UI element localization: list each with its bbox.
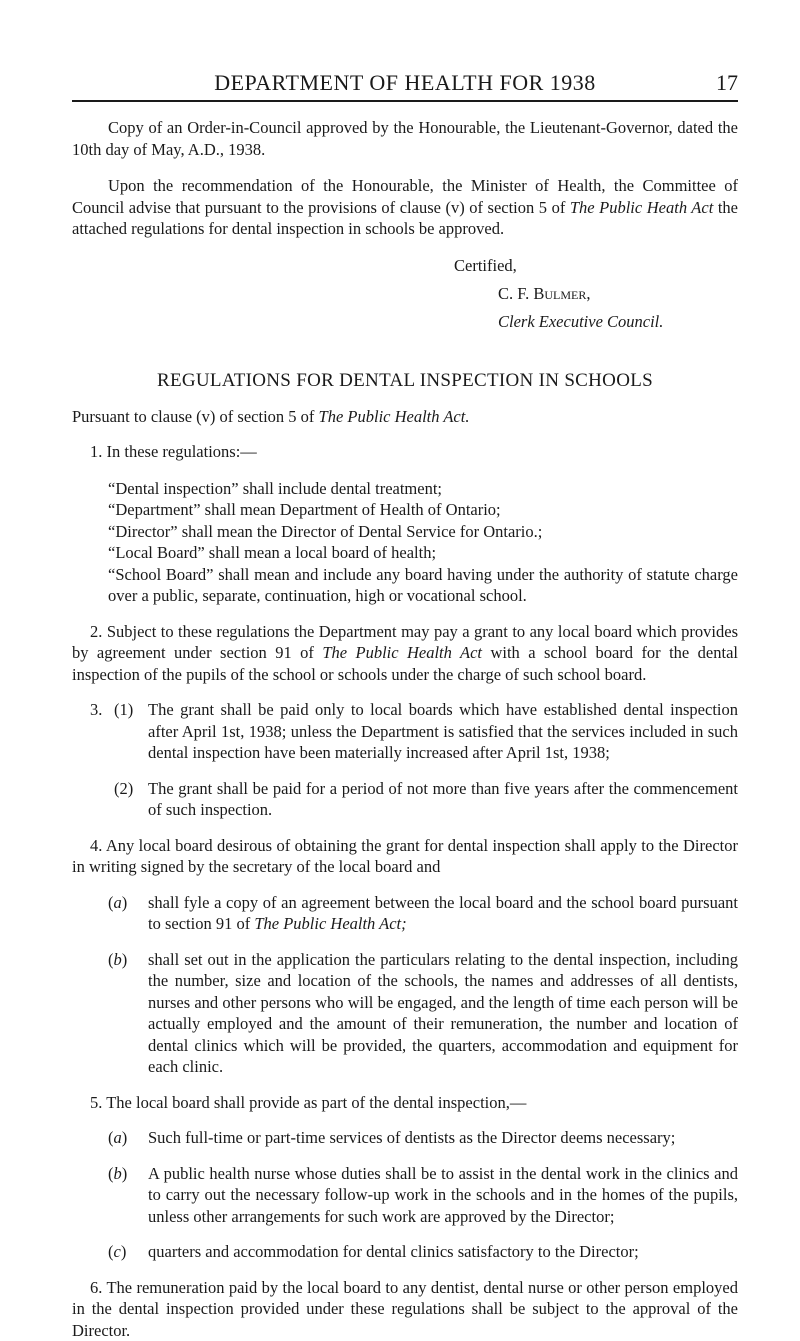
regulation-4-item-a: [72, 892, 738, 935]
item-text: quarters and accommodation for dental clinics satisfactory to the Director;: [148, 1241, 738, 1263]
item-letter: (a): [108, 1127, 127, 1149]
act-title: The Public Heath Act: [570, 198, 713, 217]
regulation-3-clause-1: [72, 699, 738, 764]
clause-text: The grant shall be paid only to local boards which have established dental inspection after April 1st, 1938; unless the Department is satisfied that the services included in such dental inspection have been materially increased after April 1st, 1938;: [148, 699, 738, 764]
clause-number: (2): [114, 778, 133, 800]
page-title: DEPARTMENT OF HEALTH FOR 1938: [72, 72, 738, 94]
clause-number: (1): [114, 699, 133, 721]
regulation-6: 6. The remuneration paid by the local board to any dentist, dental nurse or other person employed in the dental inspection provided under these regulations shall be subject to the approval of the Director.: [72, 1277, 738, 1341]
pursuant-text: Pursuant to clause (v) of section 5 of: [72, 407, 319, 426]
item-text: A public health nurse whose duties shall be to assist in the dental work in the clinics and to carry out the necessary follow-up work in the schools and in the homes of the pupils, unless other arrangements for such work are approved by the Director;: [148, 1163, 738, 1228]
signatory-surname: Bulmer,: [533, 284, 590, 303]
item-act-title: The Public Health Act;: [254, 914, 406, 933]
item-letter: (a): [108, 892, 127, 914]
regulation-3-clause-2: [72, 778, 738, 821]
recommendation-text-b: the attached regulations for dental inspection in schools be approved.: [72, 198, 738, 239]
regulation-5-item-a: [72, 1127, 738, 1149]
definition-item: “School Board” shall mean and include any board having under the authority of statute charge over a public, separate, continuation, high or vocational school.: [108, 564, 738, 607]
pursuant-paragraph: [72, 406, 738, 428]
item-text: shall fyle a copy of an agreement between the local board and the school board pursuant to section 91 of The Public Health Act;: [148, 892, 738, 935]
definitions-list: [108, 478, 738, 607]
definition-item: “Dental inspection” shall include dental treatment;: [108, 478, 738, 500]
order-in-council-paragraph: Copy of an Order-in-Council approved by the Honourable, the Lieutenant-Governor, dated the 10th day of May, A.D., 1938.: [72, 117, 738, 160]
regulations-heading: REGULATIONS FOR DENTAL INSPECTION IN SCHOOLS: [72, 370, 738, 392]
recommendation-text-a: Upon the recommendation of the Honourable, the Minister of Health, the Committee of Council advise that pursuant to the provisions of clause (v) of section 5 of: [72, 176, 738, 217]
item-letter: (b): [108, 1163, 127, 1185]
regulation-2-text-b: with a school board for the dental inspection of the pupils of the school or schools under the charge of such school board.: [72, 643, 738, 684]
regulation-2-act-title: The Public Health Act: [322, 643, 482, 662]
page-header: [72, 72, 738, 102]
signatory-title: Clerk Executive Council.: [498, 311, 738, 333]
regulation-5-item-b: [72, 1163, 738, 1228]
page-number: 17: [716, 72, 738, 94]
regulation-2: [72, 621, 738, 686]
document-body: [72, 117, 738, 1341]
definition-item: “Department” shall mean Department of Health of Ontario;: [108, 499, 738, 521]
clause-text: The grant shall be paid for a period of not more than five years after the commencement of such inspection.: [148, 778, 738, 821]
regulation-5-intro: 5. The local board shall provide as part of the dental inspection,—: [72, 1092, 738, 1114]
certified-label: Certified,: [454, 255, 738, 277]
definition-item: “Local Board” shall mean a local board of health;: [108, 542, 738, 564]
regulation-3-number: 3.: [90, 699, 102, 721]
recommendation-paragraph: [72, 175, 738, 240]
item-letter: (c): [108, 1241, 126, 1263]
item-letter: (b): [108, 949, 127, 971]
regulation-2-text-a: 2. Subject to these regulations the Department may pay a grant to any local board which provides by agreement under section 91 of: [72, 622, 738, 663]
pursuant-act-title: The Public Health Act.: [319, 407, 470, 426]
item-text: Such full-time or part-time services of dentists as the Director deems necessary;: [148, 1127, 738, 1149]
signatory-name: [498, 283, 738, 305]
definition-item: “Director” shall mean the Director of Dental Service for Ontario.;: [108, 521, 738, 543]
regulation-4-intro: 4. Any local board desirous of obtaining the grant for dental inspection shall apply to the Director in writing signed by the secretary of the local board and: [72, 835, 738, 878]
item-text: shall set out in the application the particulars relating to the dental inspection, including the number, size and location of the schools, the names and addresses of all dentists, nurses and other persons who will be engaged, and the length of time each person will be actually employed and the amount of their remuneration, the number and location of dental clinics which will be provided, the quarters, accommodation and equipment for each clinic.: [148, 949, 738, 1078]
regulation-4-item-b: [72, 949, 738, 1078]
signatory-initials: C. F.: [498, 284, 533, 303]
regulation-1-intro: 1. In these regulations:—: [72, 441, 738, 463]
regulation-5-item-c: [72, 1241, 738, 1263]
